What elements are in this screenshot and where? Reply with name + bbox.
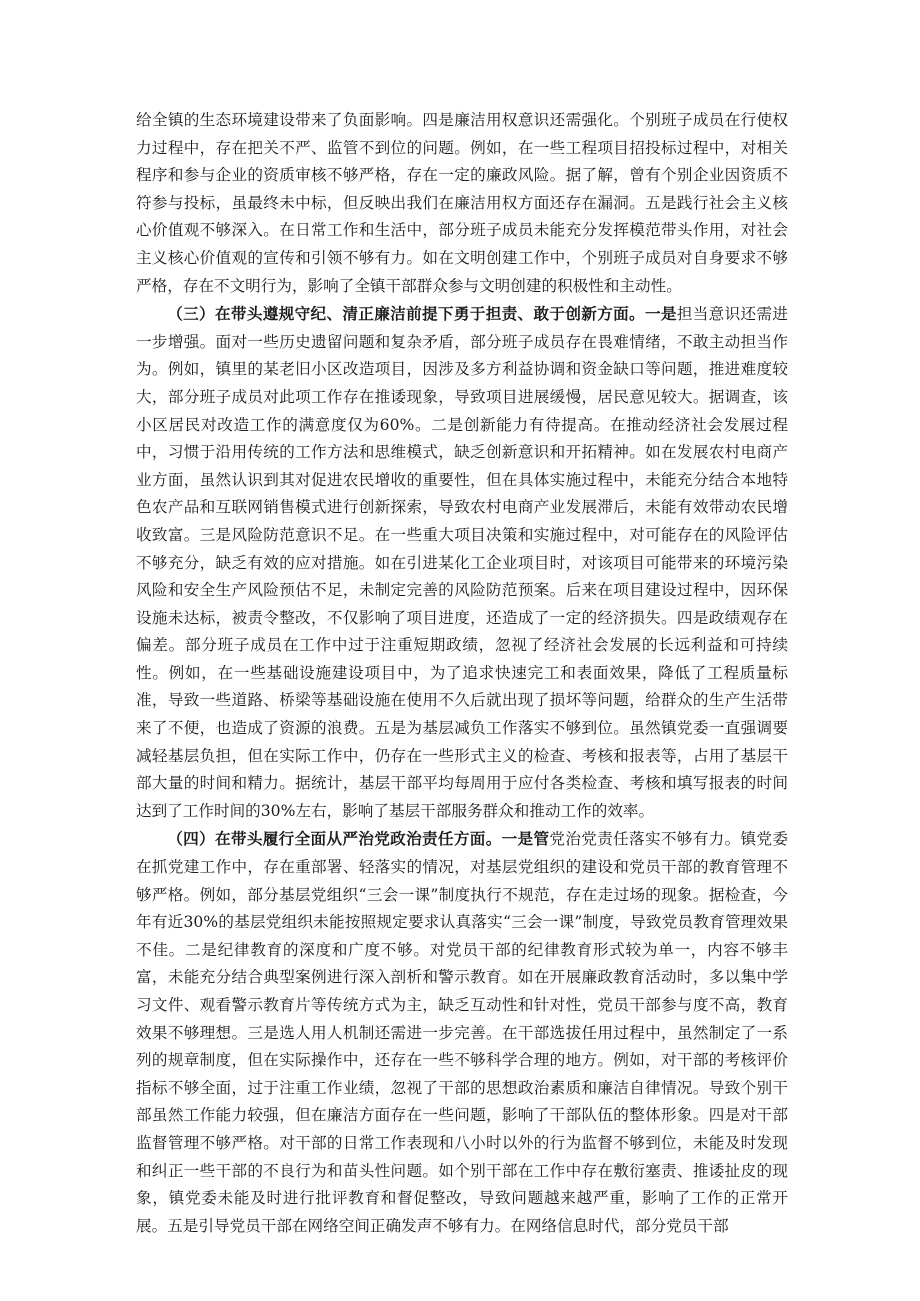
document-page bbox=[136, 106, 788, 1240]
paragraph-3-heading: （四）在带头履行全面从严治党政治责任方面。一是管 bbox=[167, 829, 550, 849]
paragraph-1 bbox=[136, 106, 788, 300]
paragraph-2 bbox=[136, 300, 788, 825]
paragraph-3-body: 党治党责任落实不够有力。镇党委在抓党建工作中，存在重部署、轻落实的情况，对基层党组织的建设和党员干部的教育管理不够严格。例如，部分基层党组织“三会一课”制度执行不规范，存在走过场的现象。据检查，今年有近30%的基层党组织未能按照规定要求认真落实“三会一课”制度，导致党员教育管理效果不佳。二是纪律教育的深度和广度不够。对党员干部的纪律教育形式较为单一，内容不够丰富，未能充分结合典型案例进行深入剖析和警示教育。如在开展廉政教育活动时，多以集中学习文件、观看警示教育片等传统方式为主，缺乏互动性和针对性，党员干部参与度不高，教育效果不够理想。三是选人用人机制还需进一步完善。在干部选拔任用过程中，虽然制定了一系列的规章制度，但在实际操作中，还存在一些不够科学合理的地方。例如，对干部的考核评价指标不够全面，过于注重工作业绩，忽视了干部的思想政治素质和廉洁自律情况。导致个别干部虽然工作能力较强，但在廉洁方面存在一些问题，影响了干部队伍的整体形象。四是对干部监督管理不够严格。对干部的日常工作表现和八小时以外的行为监督不够到位，未能及时发现和纠正一些干部的不良行为和苗头性问题。如个别干部在工作中存在敷衍塞责、推诿扯皮的现象，镇党委未能及时进行批评教育和督促整改，导致问题越来越严重，影响了工作的正常开展。五是引导党员干部在网络空间正确发声不够有力。在网络信息时代，部分党员干部 bbox=[136, 830, 788, 1235]
paragraph-2-body: 担当意识还需进一步增强。面对一些历史遗留问题和复杂矛盾，部分班子成员存在畏难情绪，不敢主动担当作为。例如，镇里的某老旧小区改造项目，因涉及多方利益协调和资金缺口等问题，推进难度较大，部分班子成员对此项工作存在推诿现象，导致项目进展缓慢，居民意见较大。据调查，该小区居民对改造工作的满意度仅为60%。二是创新能力有待提高。在推动经济社会发展过程中，习惯于沿用传统的工作方法和思维模式，缺乏创新意识和开拓精神。如在发展农村电商产业方面，虽然认识到其对促进农民增收的重要性，但在具体实施过程中，未能充分结合本地特色农产品和互联网销售模式进行创新探索，导致农村电商产业发展滞后，未能有效带动农民增收致富。三是风险防范意识不足。在一些重大项目决策和实施过程中，对可能存在的风险评估不够充分，缺乏有效的应对措施。如在引进某化工企业项目时，对该项目可能带来的环境污染风险和安全生产风险预估不足，未制定完善的风险防范预案。后来在项目建设过程中，因环保设施未达标，被责令整改，不仅影响了项目进度，还造成了一定的经济损失。四是政绩观存在偏差。部分班子成员在工作中过于注重短期政绩，忽视了经济社会发展的长远利益和可持续性。例如，在一些基础设施建设项目中，为了追求快速完工和表面效果，降低了工程质量标准，导致一些道路、桥梁等基础设施在使用不久后就出现了损坏等问题，给群众的生产生活带来了不便，也造成了资源的浪费。五是为基层减负工作落实不够到位。虽然镇党委一直强调要减轻基层负担，但在实际工作中，仍存在一些形式主义的检查、考核和报表等，占用了基层干部大量的时间和精力。据统计，基层干部平均每周用于应付各类检查、考核和填写报表的时间达到了工作时间的30%左右，影响了基层干部服务群众和推动工作的效率。 bbox=[136, 305, 788, 820]
paragraph-2-heading: （三）在带头遵规守纪、清正廉洁前提下勇于担责、敢于创新方面。一是 bbox=[167, 304, 677, 324]
paragraph-1-body: 给全镇的生态环境建设带来了负面影响。四是廉洁用权意识还需强化。个别班子成员在行使权力过程中，存在把关不严、监管不到位的问题。例如，在一些工程项目招投标过程中，对相关程序和参与企业的资质审核不够严格，存在一定的廉政风险。据了解，曾有个别企业因资质不符参与投标，虽最终未中标，但反映出我们在廉洁用权方面还存在漏洞。五是践行社会主义核心价值观不够深入。在日常工作和生活中，部分班子成员未能充分发挥模范带头作用，对社会主义核心价值观的宣传和引领不够有力。如在文明创建工作中，个别班子成员对自身要求不够严格，存在不文明行为，影响了全镇干部群众参与文明创建的积极性和主动性。 bbox=[136, 111, 788, 295]
paragraph-3 bbox=[136, 825, 788, 1240]
